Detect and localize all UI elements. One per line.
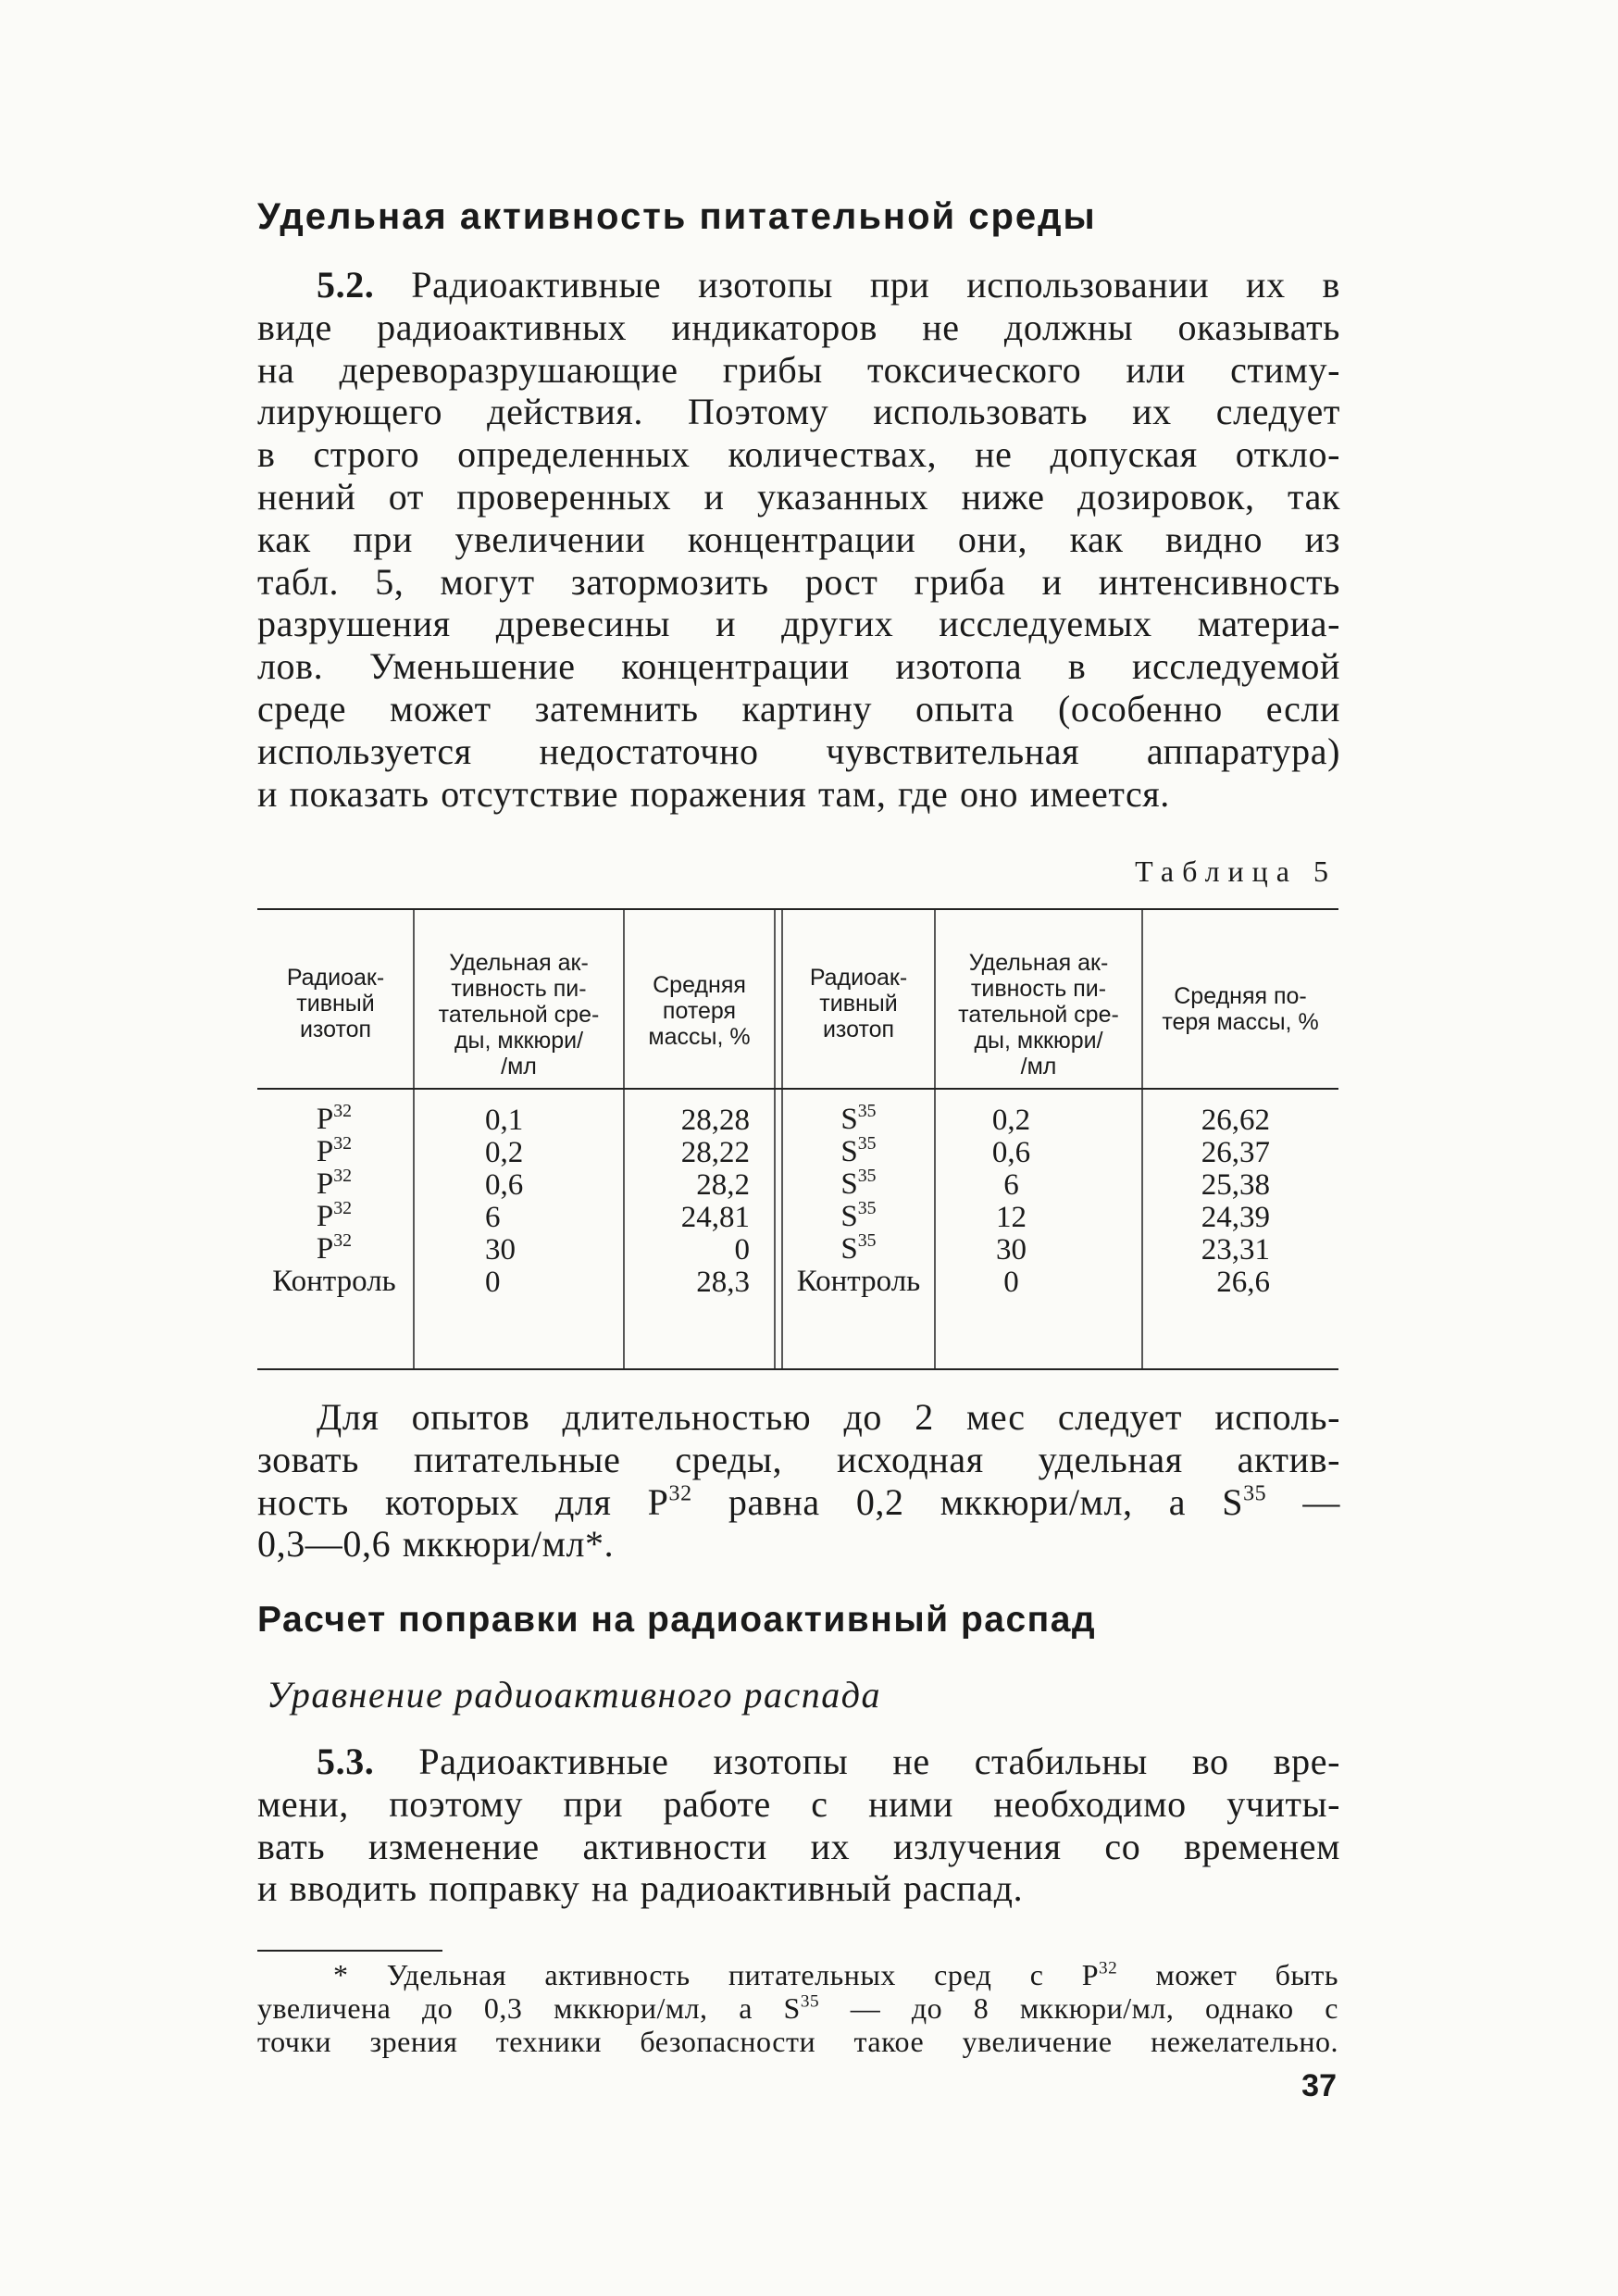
data-table <box>257 907 1338 1372</box>
text-line: виде радиоактивных индикаторов не должны оказывать <box>257 306 1340 348</box>
text-line: табл. 5, могут затормозить рост гриба и интенсивность <box>257 560 1340 603</box>
footnote-line: точки зрения техники безопасности такое увеличение нежелательно. <box>257 2025 1338 2058</box>
table-cell-isotope: $S^{35}$ <box>840 1198 877 1233</box>
table-cell-activity: 30 <box>996 1233 1027 1267</box>
table-cell-activity: 0 <box>485 1266 501 1299</box>
table-cell-isotope: $P^{32}$ <box>316 1230 353 1266</box>
text-line: 0,3—0,6 мккюри/мл*. <box>257 1523 615 1566</box>
paragraph-5-2 <box>257 264 1340 815</box>
table-cell-activity: 0,2 <box>991 1104 1031 1137</box>
text-line: мени, поэтому при работе с ними необходимо учиты- <box>257 1782 1340 1825</box>
header-activity-right: Удельная ак- тивность пи- тательной сре- ды, мккюри/ /мл <box>958 950 1119 1079</box>
text-line: ность которых для $P^{32}$ равна 0,2 мккюри/мл, а $S^{35}$ — <box>257 1480 1340 1523</box>
text-line: зовать питательные среды, исходная удельная актив- <box>257 1438 1340 1480</box>
table-cell-mass-loss: 26,37 <box>1201 1136 1270 1169</box>
table-cell-activity: 0,2 <box>485 1136 524 1169</box>
table-cell-isotope: $S^{35}$ <box>840 1230 877 1266</box>
table-cell-mass-loss: 28,2 <box>696 1168 750 1202</box>
header-isotope-right: Радиоак- тивный изотоп <box>809 965 908 1042</box>
text-line: лирующего действия. Поэтому использовать их следует <box>257 391 1340 433</box>
table-cell-activity: 12 <box>996 1201 1027 1234</box>
table-caption: Таблица 5 <box>1135 855 1337 888</box>
table-cell-isotope: $S^{35}$ <box>840 1101 877 1136</box>
text-line: в строго определенных количествах, не допуская откло- <box>257 433 1340 476</box>
table-cell-mass-loss: 23,31 <box>1201 1233 1270 1267</box>
table-cell-isotope: Контроль <box>272 1265 396 1298</box>
header-isotope-left: Радиоак- тивный изотоп <box>286 965 385 1042</box>
text-line: нений от проверенных и указанных ниже дозировок, так <box>257 475 1340 518</box>
table-cell-mass-loss: 28,28 <box>680 1104 750 1137</box>
text-line: 5.3. Радиоактивные изотопы не стабильны во вре- <box>317 1741 1340 1782</box>
page-number: 37 <box>1301 2068 1337 2103</box>
column-loss-left <box>624 1104 750 1299</box>
text-line: лов. Уменьшение концентрации изотопа в исследуемой <box>257 645 1340 688</box>
table-cell-activity: 6 <box>1003 1168 1019 1202</box>
column-loss-right <box>1142 1104 1270 1299</box>
table-cell-mass-loss: 25,38 <box>1201 1168 1270 1202</box>
subsection-heading-decay-equation: Уравнение радиоактивного распада <box>267 1674 881 1716</box>
table-cell-isotope: $S^{35}$ <box>840 1166 877 1201</box>
table-cell-isotope: $P^{32}$ <box>316 1133 353 1168</box>
footnote <box>257 1958 1338 2058</box>
paragraph-after-table <box>257 1396 1340 1566</box>
column-isotope-right <box>782 1101 935 1298</box>
table-cell-mass-loss: 26,62 <box>1201 1104 1270 1137</box>
table-cell-mass-loss: 26,6 <box>1216 1266 1270 1299</box>
column-activity-right <box>935 1104 1088 1299</box>
table-cell-isotope: Контроль <box>796 1265 921 1298</box>
table-cell-activity: 30 <box>485 1233 516 1267</box>
text-line: 5.2. Радиоактивные изотопы при использовании их в <box>317 264 1340 306</box>
paragraph-number: 5.2. <box>317 264 375 306</box>
header-loss-right: Средняя по- теря массы, % <box>1162 983 1319 1035</box>
section-heading-specific-activity: Удельная активность питательной среды <box>257 196 1097 237</box>
table-cell-mass-loss: 24,39 <box>1201 1201 1270 1234</box>
text-line: разрушения древесины и других исследуемых материа- <box>257 603 1340 645</box>
table-cell-isotope: $P^{32}$ <box>316 1101 353 1136</box>
footnote-line: увеличена до 0,3 мккюри/мл, а $S^{35}$ — до 8 мккюри/мл, однако с <box>257 1991 1339 2025</box>
table-cell-activity: 0,6 <box>485 1168 524 1202</box>
text-line: на дереворазрушающие грибы токсического или стиму- <box>257 348 1340 391</box>
table-cell-isotope: $P^{32}$ <box>316 1166 353 1201</box>
text-line: среде может затемнить картину опыта (особенно если <box>257 687 1340 730</box>
header-activity-left: Удельная ак- тивность пи- тательной сре- ды, мккюри/ /мл <box>438 950 600 1079</box>
footnote-line: * Удельная активность питательных сред с $P^{32}$ может быть <box>333 1958 1339 1991</box>
table-cell-mass-loss: 24,81 <box>680 1201 750 1234</box>
text-line: Для опытов длительностью до 2 мес следует исполь- <box>317 1396 1340 1438</box>
table-cell-activity: 6 <box>485 1201 501 1234</box>
paragraph-number: 5.3. <box>317 1741 375 1782</box>
section-heading-decay-correction: Расчет поправки на радиоактивный распад <box>257 1600 1097 1640</box>
table-cell-mass-loss: 28,22 <box>680 1136 750 1169</box>
table-cell-activity: 0,1 <box>485 1104 524 1137</box>
header-loss-left: Средняя потеря массы, % <box>648 972 751 1050</box>
text-line: и вводить поправку на радиоактивный распад. <box>257 1867 1024 1910</box>
text-line: как при увеличении концентрации они, как видно из <box>257 518 1340 560</box>
column-activity-left <box>485 1104 523 1299</box>
text-line: вать изменение активности их излучения со временем <box>257 1825 1340 1867</box>
paragraph-5-3 <box>257 1741 1340 1910</box>
table-cell-activity: 0,6 <box>991 1136 1031 1169</box>
footnote-rule <box>257 1950 442 1952</box>
text-line: и показать отсутствие поражения там, где оно имеется. <box>257 772 1170 815</box>
column-isotope-left <box>257 1101 411 1298</box>
table-cell-mass-loss: 0 <box>734 1233 750 1267</box>
table-cell-isotope: $P^{32}$ <box>316 1198 353 1233</box>
table-cell-mass-loss: 28,3 <box>696 1266 750 1299</box>
table-cell-activity: 0 <box>1003 1266 1019 1299</box>
table-cell-isotope: $S^{35}$ <box>840 1133 877 1168</box>
text-line: используется недостаточно чувствительная аппаратура) <box>257 730 1340 772</box>
